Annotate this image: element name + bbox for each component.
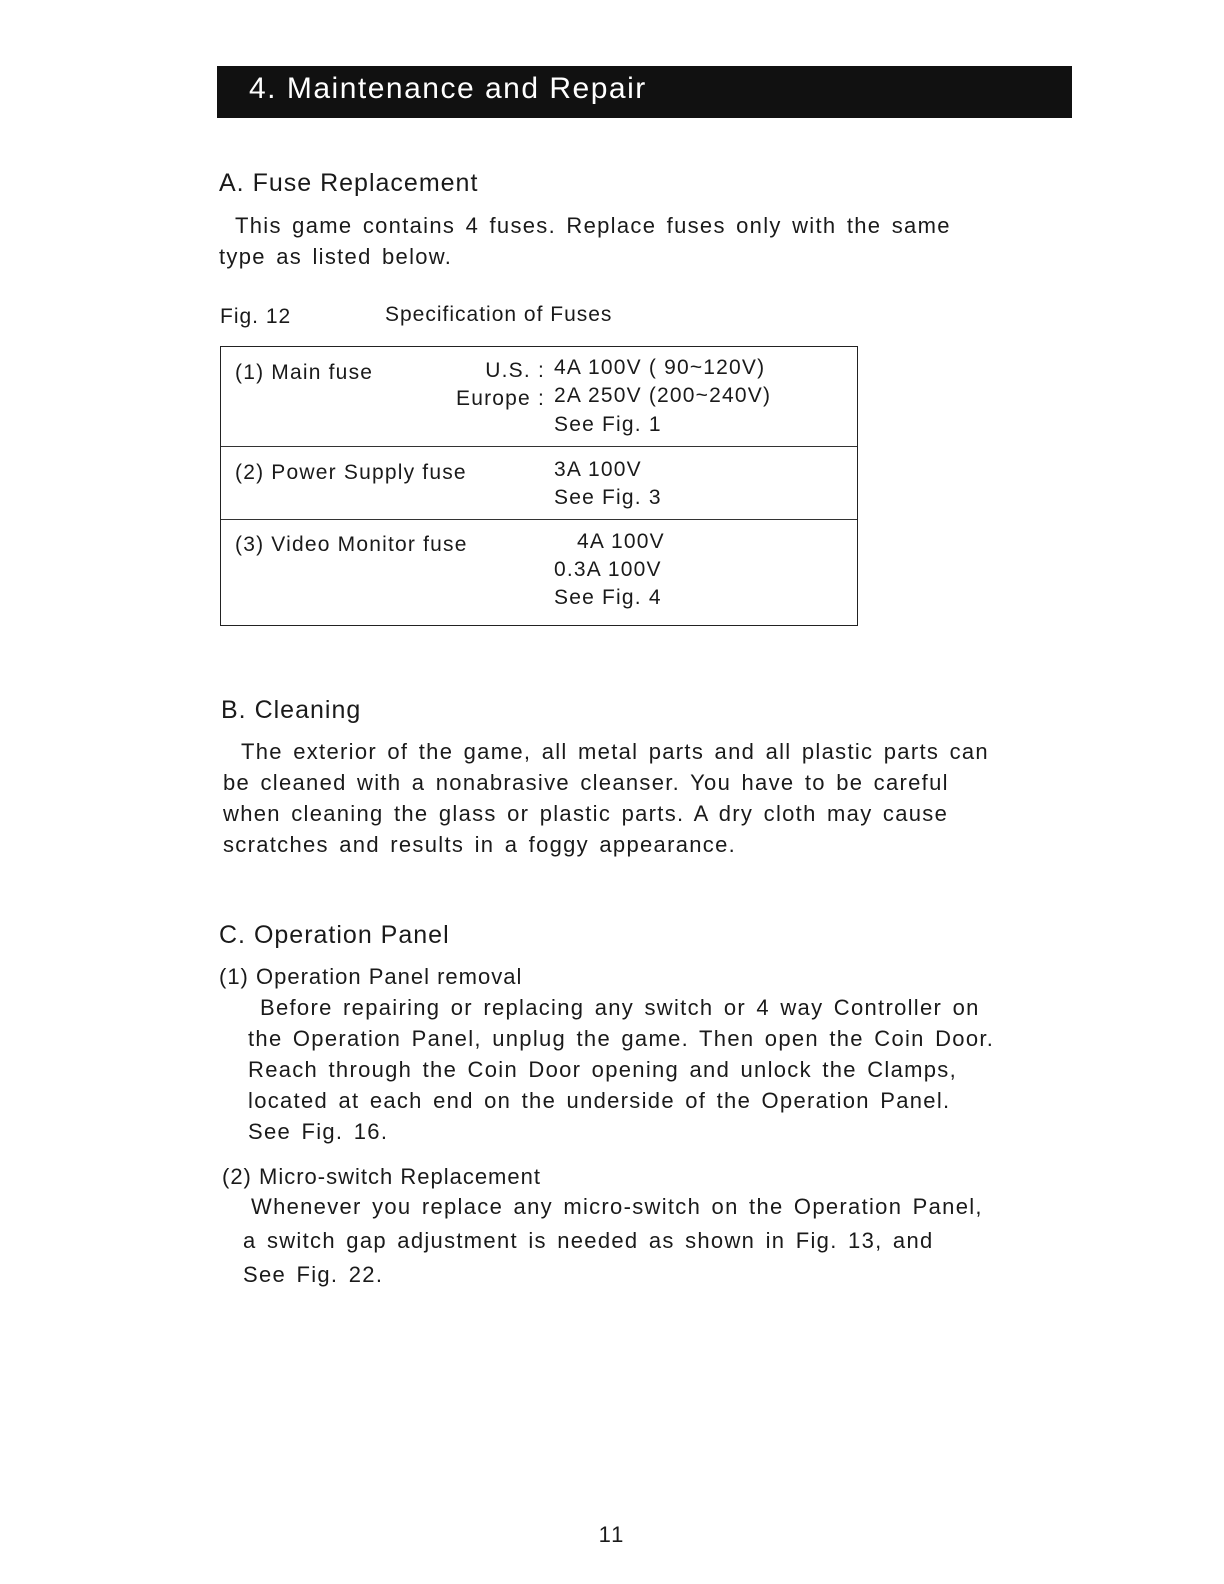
microswitch-line: See Fig. 22. (243, 1262, 384, 1287)
cleaning-heading: B. Cleaning (221, 696, 362, 724)
power-fuse-value: 3A 100V (554, 458, 642, 481)
power-fuse-name: (2) Power Supply fuse (235, 461, 467, 484)
main-fuse-ref: See Fig. 1 (554, 413, 662, 436)
fuse-heading: A. Fuse Replacement (219, 169, 479, 197)
page-number: 11 (598, 1522, 626, 1547)
cleaning-line: when cleaning the glass or plastic parts. A dry cloth may cause (223, 801, 949, 826)
section-title: 4. Maintenance and Repair (249, 72, 647, 105)
video-fuse-value-2: 0.3A 100V (554, 558, 662, 581)
removal-paragraph (248, 992, 1108, 1147)
figure-title: Specification of Fuses (385, 303, 613, 326)
fuse-intro (219, 210, 1079, 272)
video-fuse-name: (3) Video Monitor fuse (235, 533, 468, 556)
cleaning-line: be cleaned with a nonabrasive cleanser. You have to be careful (223, 770, 949, 795)
figure-label: Fig. 12 (220, 305, 292, 328)
section-title-banner (217, 66, 1072, 118)
microswitch-paragraph (243, 1190, 1103, 1292)
cleaning-line: The exterior of the game, all metal parts and all plastic parts can (241, 739, 989, 764)
main-fuse-us-value: 4A 100V ( 90~120V) (554, 356, 766, 379)
removal-heading: (1) Operation Panel removal (219, 964, 523, 989)
main-fuse-eu-label: Europe : (456, 387, 545, 410)
power-fuse-ref: See Fig. 3 (554, 486, 662, 509)
microswitch-line: a switch gap adjustment is needed as shown in Fig. 13, and (243, 1228, 934, 1253)
removal-line: Reach through the Coin Door opening and unlock the Clamps, (248, 1057, 957, 1082)
removal-line: the Operation Panel, unplug the game. Then open the Coin Door. (248, 1026, 995, 1051)
removal-line: See Fig. 16. (248, 1119, 389, 1144)
table-row-divider (221, 446, 857, 447)
fuse-intro-line: This game contains 4 fuses. Replace fuses only with the same (235, 213, 951, 238)
removal-line: Before repairing or replacing any switch or 4 way Controller on (260, 995, 980, 1020)
cleaning-paragraph (223, 736, 1083, 860)
fuse-intro-line: type as listed below. (219, 244, 453, 269)
cleaning-line: scratches and results in a foggy appearance. (223, 832, 737, 857)
microswitch-heading: (2) Micro-switch Replacement (222, 1164, 541, 1189)
table-row-divider (221, 519, 857, 520)
main-fuse-us-label: U.S. : (485, 359, 545, 382)
main-fuse-eu-value: 2A 250V (200~240V) (554, 384, 772, 407)
fuse-spec-table (220, 346, 858, 626)
video-fuse-value-1: 4A 100V (577, 530, 665, 553)
panel-heading: C. Operation Panel (219, 921, 450, 949)
removal-line: located at each end on the underside of the Operation Panel. (248, 1088, 951, 1113)
video-fuse-ref: See Fig. 4 (554, 586, 662, 609)
main-fuse-name: (1) Main fuse (235, 361, 374, 384)
microswitch-line: Whenever you replace any micro-switch on the Operation Panel, (251, 1194, 983, 1219)
